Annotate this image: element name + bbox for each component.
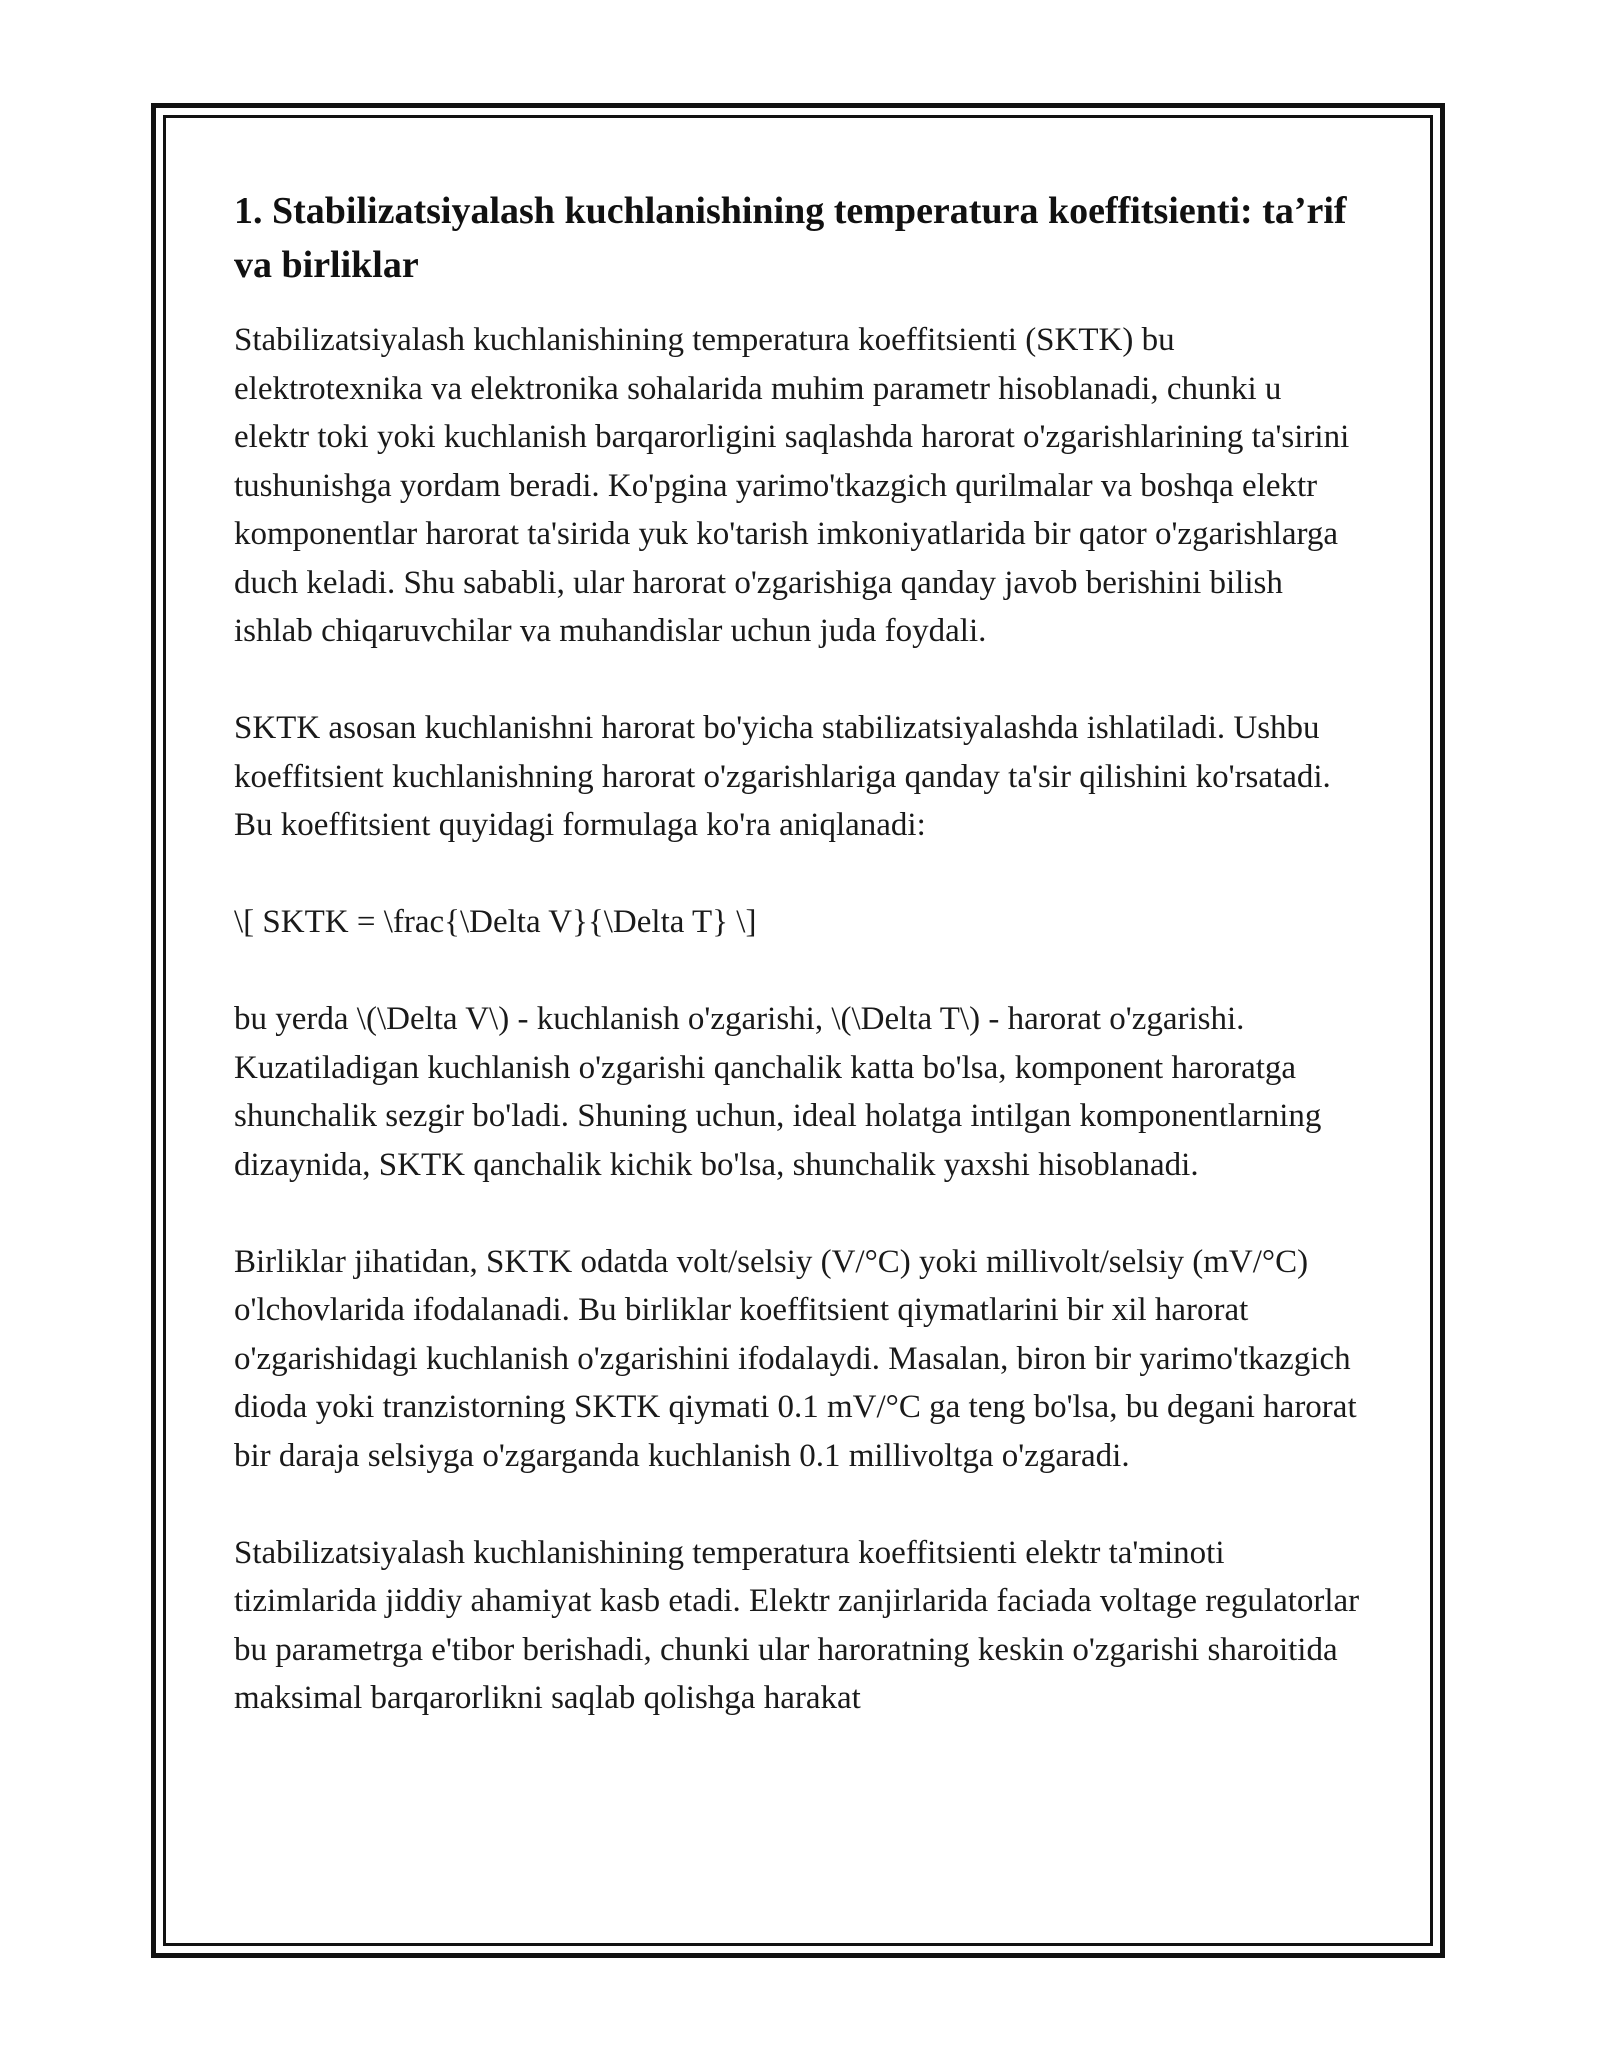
paragraph-importance: Stabilizatsiyalash kuchlanishining temperatura koeffitsienti elektr ta'minoti tizimlarida jiddiy ahamiyat kasb etadi. Elektr zanjirlarida faciada voltage regulatorlar bu parametrga e'tibor berishadi, chunki ular haroratning keskin o'zgarishi sharoitida maksimal barqarorlikni saqlab qolishga harakat bbox=[234, 1534, 1360, 1716]
document-body bbox=[234, 184, 1364, 1771]
paragraph-intro: Stabilizatsiyalash kuchlanishining temperatura koeffitsienti (SKTK) bu elektrotexnika va elektronika sohalarida muhim parametr hisoblanadi, chunki u elektr toki yoki kuchlanish barqarorligini saqlashda harorat o'zgarishlarining ta'sirini tushunishga yordam beradi. Ko'pgina yarimo'tkazgich qurilmalar va boshqa elektr komponentlar harorat ta'sirida yuk ko'tarish imkoniyatlarida bir qator o'zgarishlarga duch keladi. Shu sababli, ular harorat o'zgarishiga qanday javob berishini bilish ishlab chiqaruvchilar va muhandislar uchun juda foydali. bbox=[234, 322, 1350, 649]
paragraph-explanation: bu yerda \(\Delta V\) - kuchlanish o'zgarishi, \(\Delta T\) - harorat o'zgarishi. Kuzatiladigan kuchlanish o'zgarishi qanchalik katta bo'lsa, komponent haroratga shunchalik sezgir bo'ladi. Shuning uchun, ideal holatga intilgan komponentlarning dizaynida, SKTK qanchalik kichik bo'lsa, shunchalik yaxshi hisoblanadi. bbox=[234, 1001, 1322, 1183]
section-heading: 1. Stabilizatsiyalash kuchlanishining temperatura koeffitsienti: ta’rif va birliklar bbox=[234, 190, 1347, 286]
paragraph-usage: SKTK asosan kuchlanishni harorat bo'yicha stabilizatsiyalashda ishlatiladi. Ushbu koeffitsient kuchlanishning harorat o'zgarishlariga qanday ta'sir qilishini ko'rsatadi. Bu koeffitsient quyidagi formulaga ko'ra aniqlanadi: bbox=[234, 710, 1331, 843]
paragraph-units: Birliklar jihatidan, SKTK odatda volt/selsiy (V/°C) yoki millivolt/selsiy (mV/°C) o'lchovlarida ifodalanadi. Bu birliklar koeffitsient qiymatlarini bir xil harorat o'zgarishidagi kuchlanish o'zgarishini ifodalaydi. Masalan, biron bir yarimo'tkazgich dioda yoki tranzistorning SKTK qiymati 0.1 mV/°C ga teng bo'lsa, bu degani harorat bir daraja selsiyga o'zgarganda kuchlanish 0.1 millivoltga o'zgaradi. bbox=[234, 1243, 1357, 1474]
formula-sktk: \[ SKTK = \frac{\Delta V}{\Delta T} \] bbox=[234, 904, 757, 940]
